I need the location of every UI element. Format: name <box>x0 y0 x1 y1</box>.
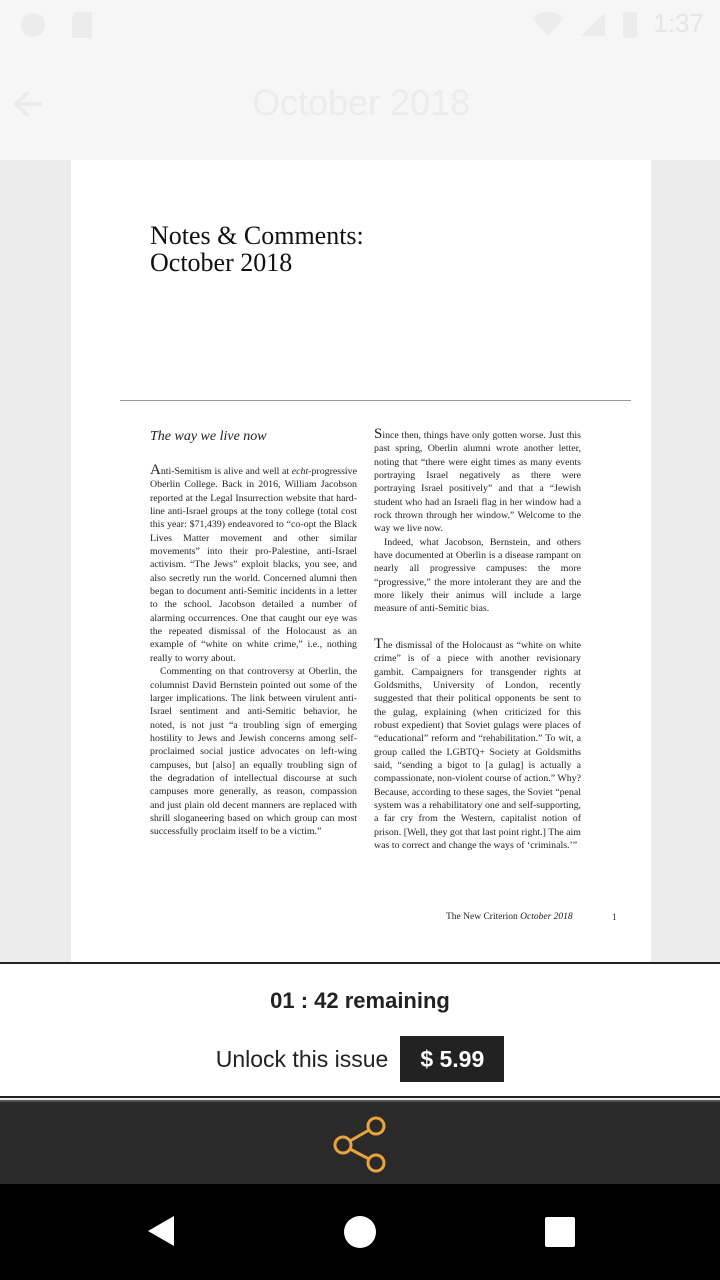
footer-publication: The New Criterion <box>446 912 518 922</box>
paragraph: Indeed, what Jacobson, Bernstein, and others have documented at Oberlin is a disease rampant on nearly all progressive campuses: the more “progressive,” the more intolerant they are and the more likely their animus will include a large measure of anti-Semitic bias. <box>374 536 581 615</box>
section-title: The way we live now <box>150 429 267 444</box>
sync-icon <box>18 10 48 40</box>
unlock-label: Unlock this issue <box>215 1045 389 1072</box>
buy-issue-button[interactable]: $ 5.99 <box>400 1036 504 1082</box>
paragraph <box>374 635 581 853</box>
page-footer <box>446 912 573 922</box>
paragraph: Commenting on that controversy at Oberlin, the columnist David Bernstein pointed out some of the larger implications. The link between virulent anti-Israel sentiment and anti-Semitic behavior, he noted, is not just “a troubling sign of emerging hostility to Jews and Jewish concerns among self-proclaimed social justice advocates on left-wing campuses, but [also] an equally troubling sign of the degradation of intellectual discourse at such campuses more generally, as reason, compassion and just plain old decent manners are replaced with shrill sloganeering based on which group can most successfully proclaim itself to be a victim.” <box>150 666 357 838</box>
back-arrow-icon[interactable] <box>8 84 48 124</box>
nav-back-icon[interactable] <box>144 1214 178 1248</box>
drop-cap: A <box>150 462 161 478</box>
paragraph-text: he dismissal of the Holocaust as “white on white crime” is of a piece with another revisionary gambit. Campaigners for transgender rights at Goldsmiths, University of London, recently suggested that their political opponents be sent to the gulag, explaining (when criticized for this robust expedient) that Soviet gulags were places of “educational” reform and “rehabilitation.” To wit, a group called the LGBTQ+ Society at Goldsmiths said, “sending a bigot to [a gulag] is actually a compassionate, non-violent course of action.” Why? Because, according to these sages, the Soviet “penal system was a rehabilitatory one and self-supporting, a far cry from the Western, capitalist notion of prison. [Well, they got that last point right.] The aim was to correct and change the ways of ‘criminals.’” <box>374 639 581 851</box>
share-icon[interactable] <box>330 1116 390 1174</box>
wifi-icon <box>531 10 565 38</box>
article-column-right <box>374 428 581 852</box>
nav-recents-icon[interactable] <box>545 1217 575 1247</box>
paragraph-text: nti-Semitism is alive and well at <box>160 466 292 477</box>
status-bar <box>0 0 720 48</box>
sd-card-icon <box>70 10 96 40</box>
footer-issue: October 2018 <box>520 912 573 922</box>
article-heading <box>150 222 364 276</box>
drop-cap: T <box>374 635 384 652</box>
page-viewer[interactable] <box>0 160 720 962</box>
app-bar-title: October 2018 <box>252 82 471 123</box>
paragraph-text: ince then, things have only gotten worse. Just this past spring, Oberlin alumni wrote another letter, noting that “there were eight times as many events portraying Israel negatively as there were portraying Israel positively” and that a “Jewish student who had an Israeli flag in her window had a rock thrown through her window.” Welcome to the way we live now. <box>374 430 581 535</box>
page-number: 1 <box>612 912 617 922</box>
paragraph-text: -progressive Oberlin College. Back in 2016, William Jacobson reported at the Legal Insurrection website that hard-line anti-Israel groups at the tony college (total cost this year: $71,439) endeavored to “co-opt the Black Lives Matter movement and other similar movements” into their pro-Palestine, anti-Israel activism. “The Jews” exploit blacks, you see, and also secretly run the world. Concerned alumni then began to document anti-Semitic incidents in a letter to the school. Jacobson detailed a number of alarming occurrences. One that caught our eye was the repeated dismissal of the Holocaust as an example of “white on white crime,” i.e., nothing really to worry about. <box>150 466 357 664</box>
app-bar <box>0 48 720 160</box>
heading-line-2: October 2018 <box>150 248 293 277</box>
drop-cap: S <box>374 426 383 442</box>
heading-divider <box>120 400 631 401</box>
paragraph <box>374 428 581 536</box>
unlock-row <box>0 1036 720 1082</box>
battery-icon <box>621 9 639 39</box>
paragraph-emphasis: echt <box>291 466 309 477</box>
magazine-page <box>71 160 651 962</box>
nav-home-icon[interactable] <box>344 1216 376 1248</box>
share-bar <box>0 1100 720 1184</box>
article-column-left <box>150 428 357 839</box>
status-time: 1:37 <box>653 8 704 38</box>
heading-line-1: Notes & Comments: <box>150 221 364 250</box>
paywall-panel <box>0 962 720 1098</box>
system-nav-bar <box>0 1184 720 1280</box>
preview-time-remaining: 01 : 42 remaining <box>270 988 450 1013</box>
paragraph <box>150 464 357 665</box>
signal-icon <box>579 10 607 38</box>
